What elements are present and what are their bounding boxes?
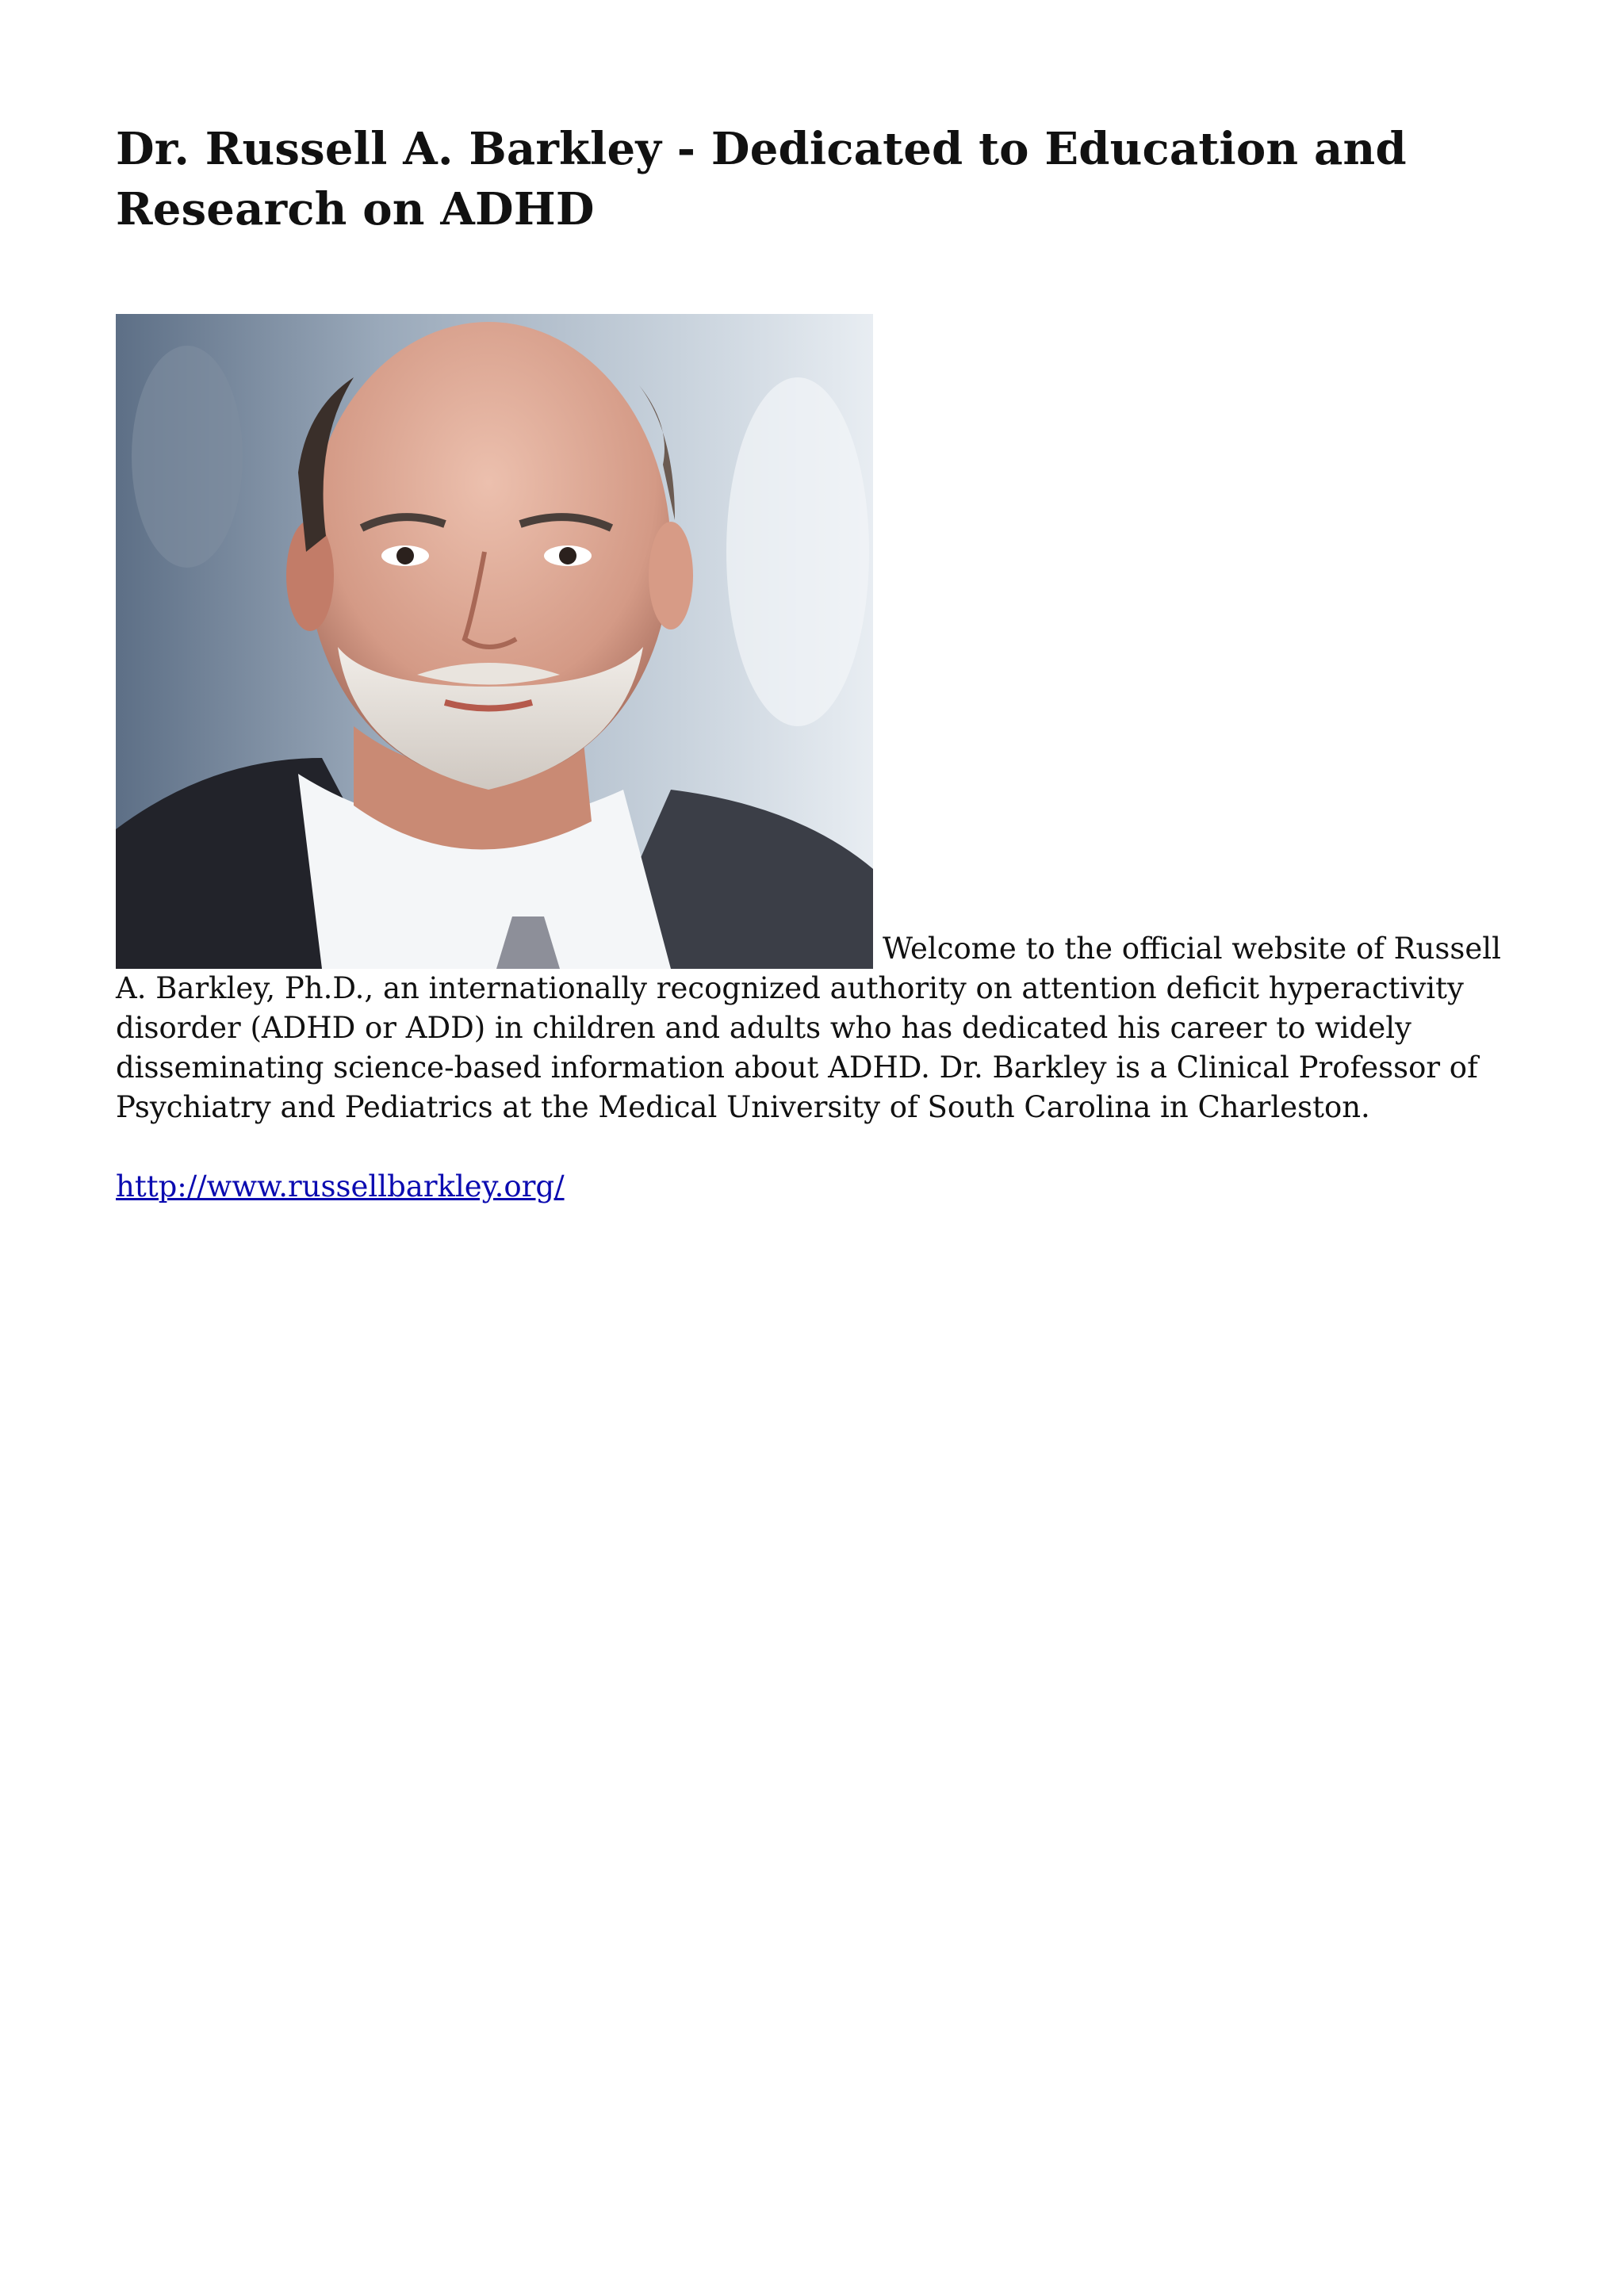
intro-text: Welcome to the official website of Russell A. Barkley, Ph.D., an internationally recognized authority on attention deficit hyperactivity disorder (ADHD or ADD) in children and adults who has dedicated his career to widely disseminating science-based information about ADHD. Dr. Barkley is a Clinical Professor of Psychiatry and Pediatrics at the Medical University of South Carolina in Charleston. bbox=[116, 932, 1501, 1124]
intro-paragraph bbox=[116, 314, 1519, 1127]
website-link-paragraph bbox=[116, 1167, 1519, 1207]
page-title: Dr. Russell A. Barkley - Dedicated to Education and Research on ADHD bbox=[116, 123, 1407, 235]
document-page bbox=[116, 119, 1519, 1207]
portrait-photo bbox=[116, 314, 873, 969]
website-link[interactable]: http://www.russellbarkley.org/ bbox=[116, 1169, 565, 1203]
